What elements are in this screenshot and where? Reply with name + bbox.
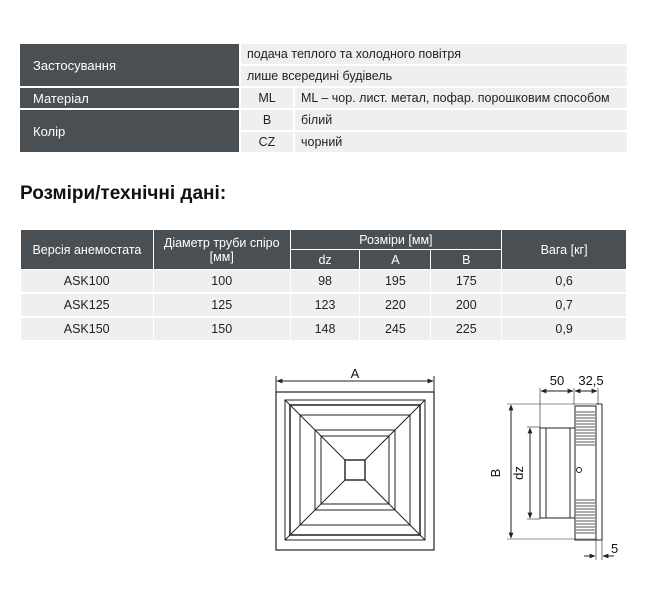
col-weight-header: Вага [кг] xyxy=(502,230,627,270)
material-code: ML xyxy=(240,87,294,109)
cell-a: 245 xyxy=(360,317,431,341)
col-dz-header: dz xyxy=(290,250,360,270)
use-label: Застосування xyxy=(20,44,240,87)
cell-dz: 98 xyxy=(290,270,360,294)
label-5: 5 xyxy=(611,541,619,556)
label-b: B xyxy=(488,468,503,478)
use-line-2: лише всередині будівель xyxy=(240,65,627,87)
cell-weight: 0,7 xyxy=(502,293,627,317)
cell-diameter: 125 xyxy=(153,293,290,317)
cell-a: 195 xyxy=(360,270,431,294)
front-view xyxy=(276,376,434,550)
col-diameter-header: Діаметр труби спіро [мм] xyxy=(153,230,290,270)
cell-dz: 123 xyxy=(290,293,360,317)
color-name-black: чорний xyxy=(294,131,627,153)
cell-b: 225 xyxy=(431,317,502,341)
section-heading: Розміри/технічні дані: xyxy=(20,183,227,204)
cell-diameter: 150 xyxy=(153,317,290,341)
cell-dz: 148 xyxy=(290,317,360,341)
col-a-header: A xyxy=(360,250,431,270)
label-dz: dz xyxy=(511,466,526,480)
label-32-5: 32,5 xyxy=(578,373,604,388)
material-label: Матеріал xyxy=(20,87,240,109)
cell-b: 175 xyxy=(431,270,502,294)
col-b-header: B xyxy=(431,250,502,270)
material-desc: ML – чор. лист. метал, пофар. порошковим способом xyxy=(294,87,627,109)
cell-weight: 0,9 xyxy=(502,317,627,341)
col-sizes-header: Розміри [мм] xyxy=(290,230,502,250)
color-name-white: білий xyxy=(294,109,627,131)
color-code-white: B xyxy=(240,109,294,131)
color-label: Колір xyxy=(20,109,240,153)
color-code-black: CZ xyxy=(240,131,294,153)
cell-diameter: 100 xyxy=(153,270,290,294)
cell-version: ASK125 xyxy=(21,293,154,317)
label-a: A xyxy=(350,366,360,381)
use-line-1: подача теплого та холодного повітря xyxy=(240,44,627,65)
label-50: 50 xyxy=(549,373,565,388)
cell-version: ASK100 xyxy=(21,270,154,294)
col-version-header: Версія анемостата xyxy=(21,230,154,270)
cell-a: 220 xyxy=(360,293,431,317)
cell-weight: 0,6 xyxy=(502,270,627,294)
cell-version: ASK150 xyxy=(21,317,154,341)
cell-b: 200 xyxy=(431,293,502,317)
